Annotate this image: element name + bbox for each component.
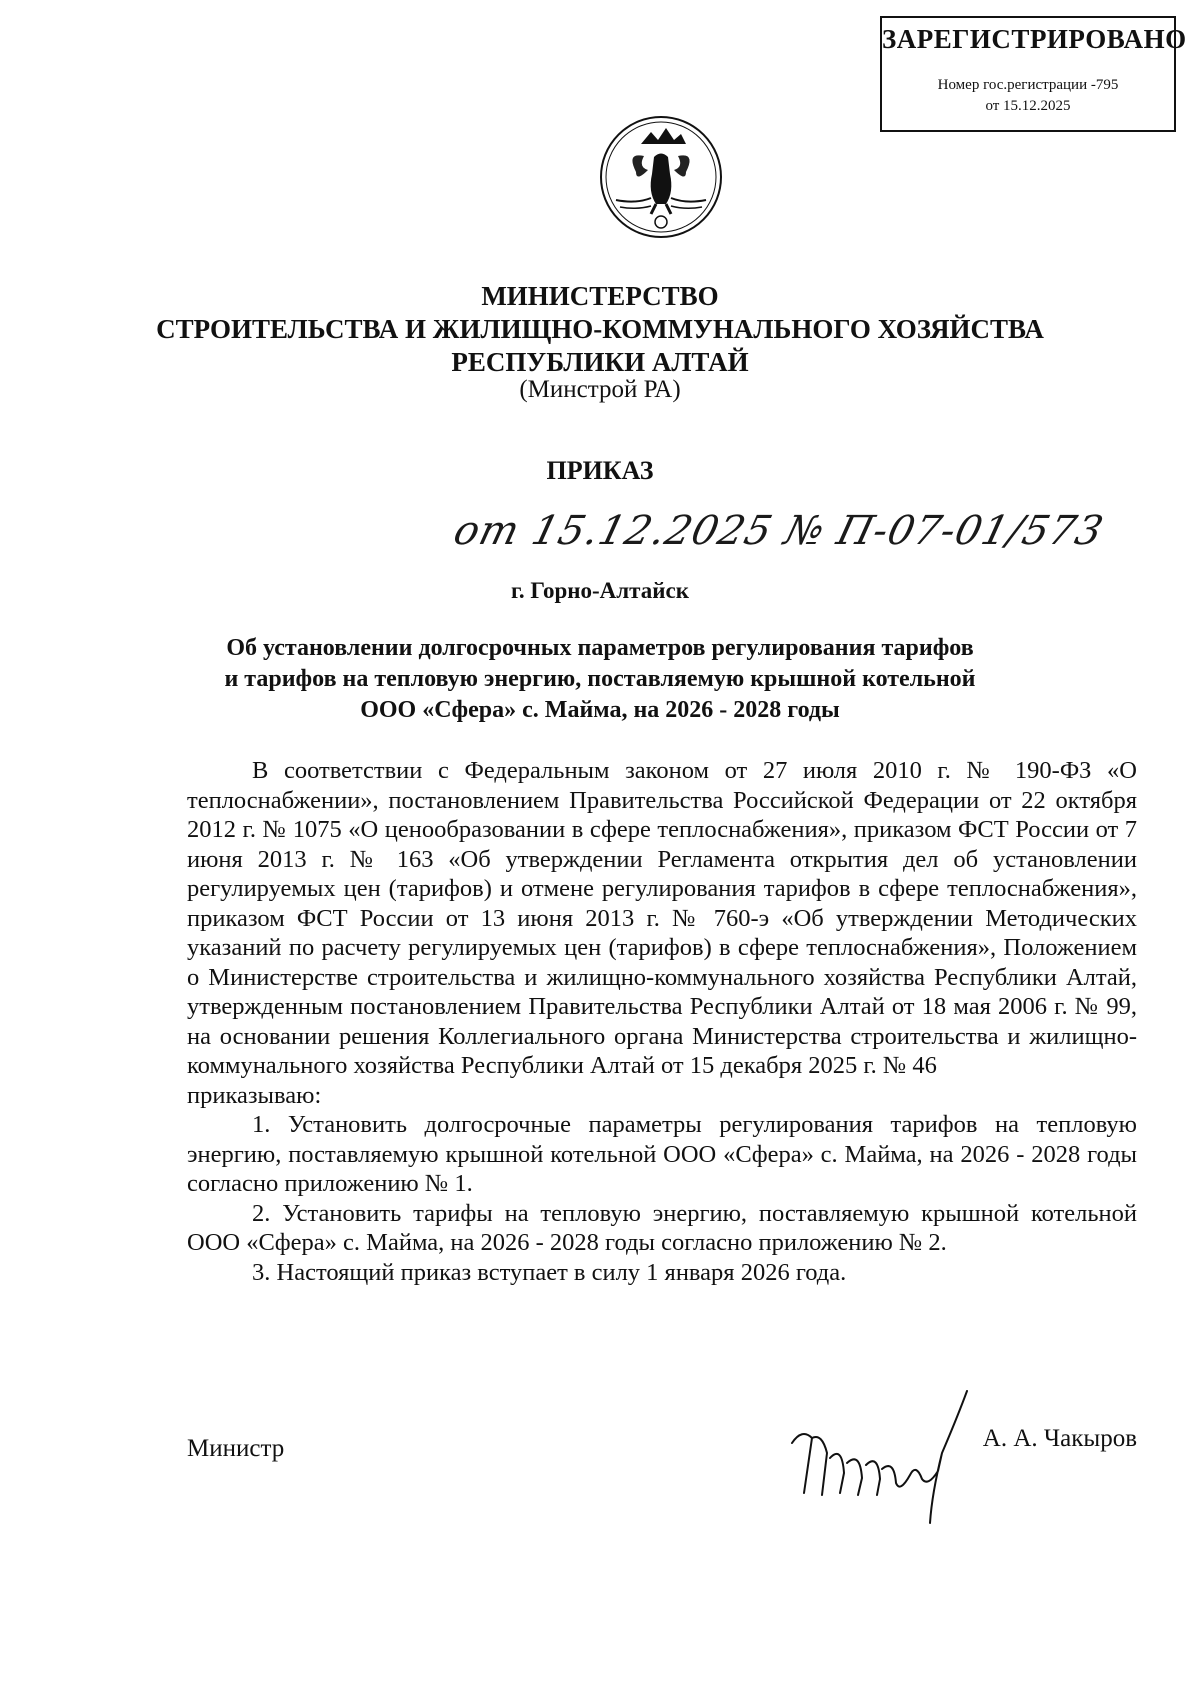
- ministry-line-2: СТРОИТЕЛЬСТВА И ЖИЛИЩНО-КОММУНАЛЬНОГО ХОЗЯЙСТВА: [156, 314, 1044, 344]
- order-item-3: 3. Настоящий приказ вступает в силу 1 января 2026 года.: [252, 1258, 847, 1286]
- handwritten-date-number: от 15.12.2025 № П-07-01/573: [449, 508, 1109, 554]
- registration-stamp-title: ЗАРЕГИСТРИРОВАНО: [882, 24, 1187, 54]
- signature-block: [187, 1425, 1137, 1555]
- subject-line-3: ООО «Сфера» с. Майма, на 2026 - 2028 годы: [360, 697, 840, 723]
- ministry-line-3: РЕСПУБЛИКИ АЛТАЙ: [451, 347, 749, 377]
- coat-of-arms-icon: [596, 112, 726, 242]
- order-body: [187, 756, 1137, 1287]
- subject-line-1: Об установлении долгосрочных параметров регулирования тарифов: [226, 635, 974, 661]
- registration-stamp: [880, 16, 1187, 132]
- signatory-position: Министр: [187, 1435, 285, 1462]
- order-item-2: 2. Установить тарифы на тепловую энергию, поставляемую крышной котельной ООО «Сфера» с. Майма, на 2026 - 2028 годы согласно приложению № 2.: [187, 1199, 1137, 1256]
- signatory-name: А. А. Чакыров: [982, 1425, 1137, 1452]
- city: г. Горно-Алтайск: [511, 578, 689, 603]
- handwritten-signature: [782, 1383, 992, 1533]
- resolution-word: приказываю:: [187, 1081, 322, 1109]
- ministry-line-1: МИНИСТЕРСТВО: [481, 281, 719, 311]
- order-item-1: 1. Установить долгосрочные параметры регулирования тарифов на тепловую энергию, поставляемую крышной котельной ООО «Сфера» с. Майма, на 2026 - 2028 годы согласно приложению № 1.: [187, 1111, 1137, 1197]
- registration-date: от 15.12.2025: [985, 98, 1071, 114]
- ministry-short-name: (Минстрой РА): [519, 376, 681, 403]
- subject-line-2: и тарифов на тепловую энергию, поставляемую крышной котельной: [224, 666, 976, 692]
- order-subject: [150, 633, 1050, 726]
- preamble-paragraph: В соответствии с Федеральным законом от 27 июля 2010 г. № 190-ФЗ «О теплоснабжении», постановлением Правительства Российской Федерации от 22 октября 2012 г. № 1075 «О ценообразовании в сфере теплоснабжения», приказом ФСТ России от 7 июня 2013 г. № 163 «Об утверждении Регламента открытия дел об установлении регулируемых цен (тарифов) и отмене регулирования тарифов в сфере теплоснабжения», приказом ФСТ России от 13 июня 2013 г. № 760-э «Об утверждении Методических указаний по расчету регулируемых цен (тарифов) в сфере теплоснабжения», Положением о Министерстве строительства и жилищно-коммунального хозяйства Республики Алтай, утвержденным постановлением Правительства Республики Алтай от 18 мая 2006 г. № 99, на основании решения Коллегиального органа Министерства строительства и жилищно-коммунального хозяйства Республики Алтай от 15 декабря 2025 г. № 46: [187, 757, 1137, 1079]
- document-type-title: ПРИКАЗ: [546, 456, 654, 485]
- registration-number: Номер гос.регистрации -795: [937, 77, 1119, 93]
- ministry-name: [0, 280, 1200, 379]
